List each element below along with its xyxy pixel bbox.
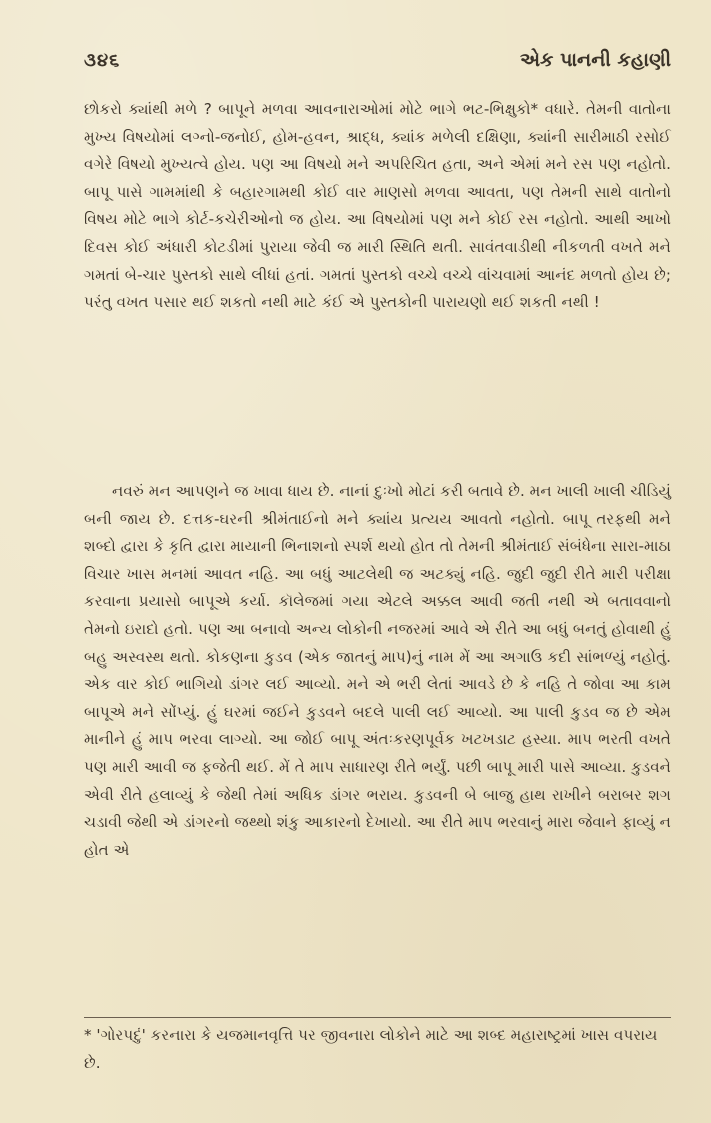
- footnote: * 'ગોરપદું' કરનારા કે યજમાનવૃત્તિ પર જીવનારા લોકોને માટે આ શબ્દ મહારાષ્ટ્રમાં ખાસ વપરાય છે.: [84, 1026, 658, 1072]
- running-title: એક પાનની કહાણી: [520, 49, 671, 71]
- page-number: ૩૪૬: [84, 49, 121, 71]
- body-paragraph-1: છોકરો ક્યાંથી મળે ? બાપૂને મળવા આવનારાઓમાં મોટે ભાગે ભટ-ભિક્ષુકો* વધારે. તેમની વાતોના મુખ્ય વિષયોમાં લગ્નો-જનોઈ, હોમ-હવન, શ્રાદ્ધ, ક્યાંક મળેલી દક્ષિણા, ક્યાંની સારીમાઠી રસોઈ વગેરે વિષયો મુખ્યત્વે હોય. પણ આ વિષયો મને અપરિચિત હતા, અને એમાં મને રસ પણ નહોતો. બાપૂ પાસે ગામમાંથી કે બહારગામથી કોઈ વાર માણસો મળવા આવતા, પણ તેમની સાથે વાતોનો વિષય મોટે ભાગે કોર્ટ-કચેરીઓનો જ હોય. આ વિષયોમાં પણ મને કોઈ રસ નહોતો. આથી આખો દિવસ કોઈ અંધારી કોટડીમાં પુરાયા જેવી જ મારી સ્થિતિ થતી. સાવંતવાડીથી નીકળતી વખતે મને ગમતાં બે-ચાર પુસ્તકો સાથે લીધાં હતાં. ગમતાં પુસ્તકો વચ્ચે વચ્ચે વાંચવામાં આનંદ મળતો હોય છે; પરંતુ વખત પસાર થઈ શકતો નથી માટે કંઈ એ પુસ્તકોની પારાયણો થઈ શકતી નથી !: [84, 100, 671, 312]
- page-header: [84, 40, 671, 80]
- footnote-divider: [84, 1017, 671, 1018]
- body-paragraph-2: નવરું મન આપણને જ ખાવા ધાય છે. નાનાં દુઃખો મોટાં કરી બતાવે છે. મન ખાલી ખાલી ચીડિયું બની જાય છે. દત્તક-ઘરની શ્રીમંતાઈનો મને ક્યાંય પ્રત્યય આવતો નહોતો. બાપૂ તરફથી મને શબ્દો દ્વારા કે કૃતિ દ્વારા માયાની ભિનાશનો સ્પર્શ થયો હોત તો તેમની શ્રીમંતાઈ સંબંધેના સારા-માઠા વિચાર ખાસ મનમાં આવત નહિ. આ બધું આટલેથી જ અટક્યું નહિ. જુદી જુદી રીતે મારી પરીક્ષા કરવાના પ્રયાસો બાપૂએ કર્યા. કૉલેજમાં ગયા એટલે અક્કલ આવી જતી નથી એ બતાવવાનો તેમનો ઇરાદો હતો. પણ આ બનાવો અન્ય લોકોની નજરમાં આવે એ રીતે આ બધું બનતું હોવાથી હું બહુ અસ્વસ્થ થતો. કોકણના કુડવ (એક જાતનું માપ)નું નામ મેં આ અગાઉ કદી સાંભળ્યું નહોતું. એક વાર કોઈ ભાગિયો ડાંગર લઈ આવ્યો. મને એ ભરી લેતાં આવડે છે કે નહિ તે જોવા આ કામ બાપૂએ મને સોંપ્યું. હું ઘરમાં જઈને કુડવને બદલે પાલી લઈ આવ્યો. આ પાલી કુડવ જ છે એમ માનીને હું માપ ભરવા લાગ્યો. આ જોઈ બાપૂ અંતઃકરણપૂર્વક ખટખડાટ હસ્યા. માપ ભરતી વખતે પણ મારી આવી જ ફજેતી થઈ. મેં તે માપ સાધારણ રીતે ભર્યું. પછી બાપૂ મારી પાસે આવ્યા. કુડવને એવી રીતે હલાવ્યું કે જેથી તેમાં અધિક ડાંગર ભરાય. કુડવની બે બાજુ હાથ રાખીને બરાબર શગ ચડાવી જેથી એ ડાંગરનો જથ્થો શંકુ આકારનો દેખાયો. આ રીતે માપ ભરવાનું મારા જેવાને ફાવ્યું ન હોત એ: [84, 482, 671, 859]
